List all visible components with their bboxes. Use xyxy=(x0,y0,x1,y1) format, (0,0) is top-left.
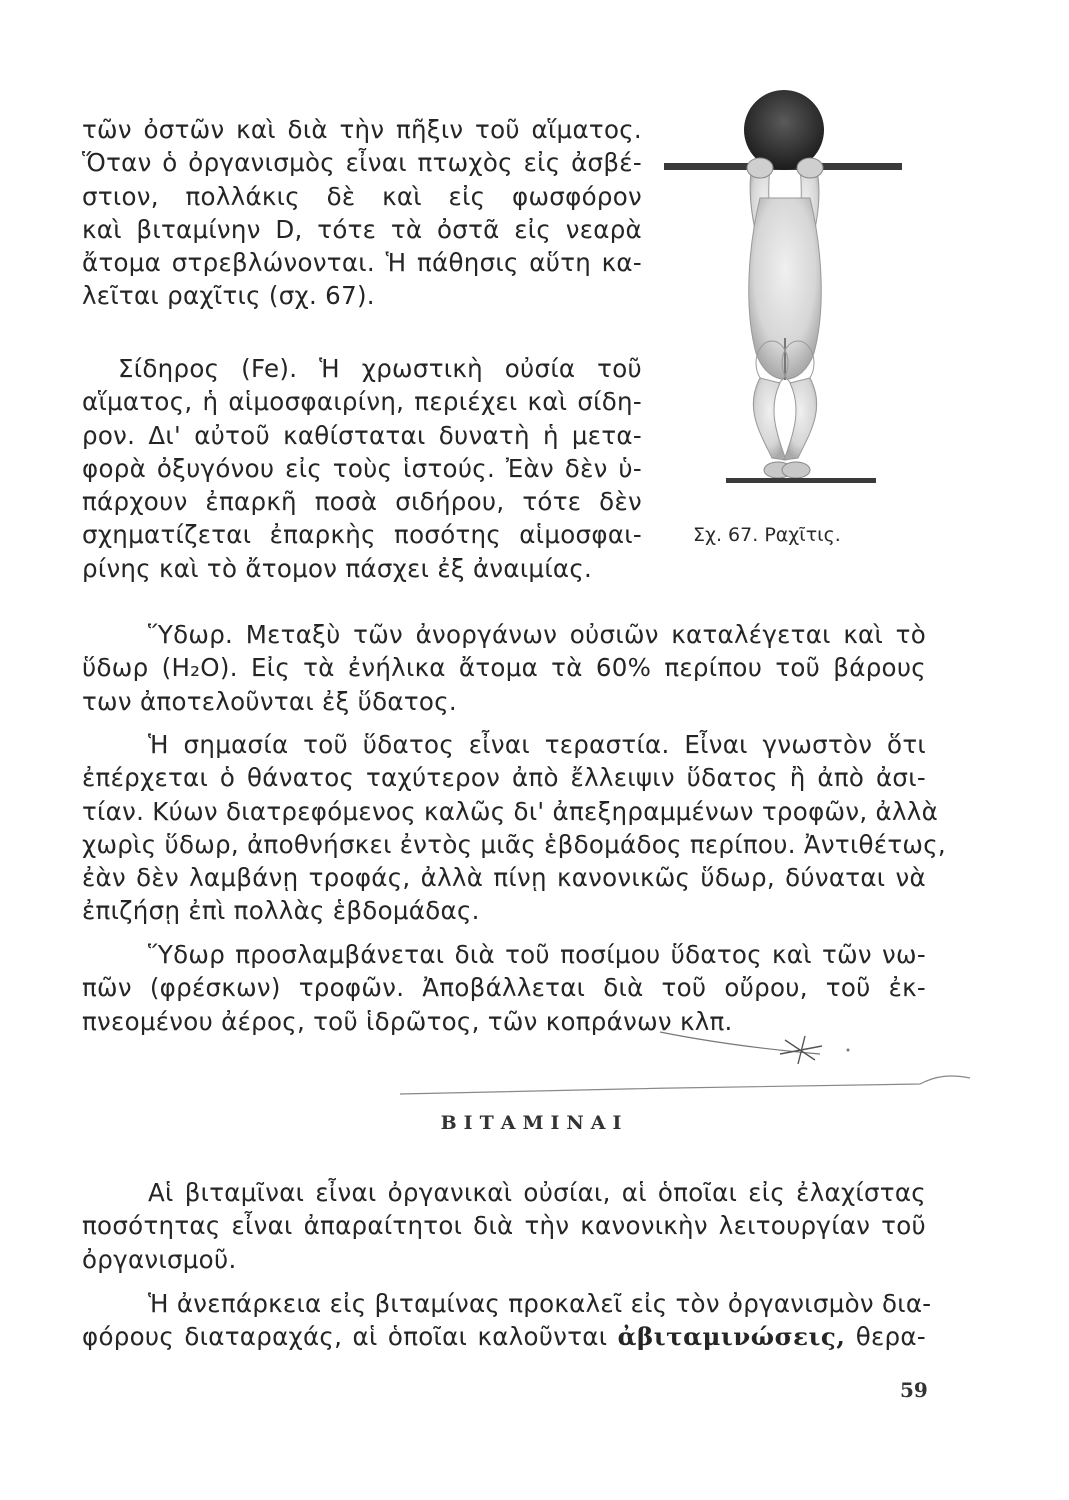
child-with-rickets-photo xyxy=(664,88,902,488)
text-line-mixed xyxy=(82,1320,926,1353)
text-line: τίαν. Κύων διατρεφόμενος καλῶς δι' ἀπεξηραμμένων τροφῶν, ἀλλὰ xyxy=(82,796,939,826)
text-line: Ὕδωρ. Μεταξὺ τῶν ἀνοργάνων οὐσιῶν καταλέγεται καὶ τὸ xyxy=(148,620,926,649)
text-line: ἐὰν δὲν λαμβάνῃ τροφάς, ἀλλὰ πίνῃ κανονικῶς ὕδωρ, δύναται νὰ xyxy=(82,863,926,893)
text-line: φορὰ ὀξυγόνου εἰς τοὺς ἱστούς. Ἐὰν δὲν ὑ- xyxy=(82,453,642,483)
text-line: χωρὶς ὕδωρ, ἀποθνήσκει ἐντὸς μιᾶς ἑβδομάδος περίπου. Ἀντιθέτως, xyxy=(82,829,947,859)
text-line: πάρχουν ἐπαρκῆ ποσὰ σιδήρου, τότε δὲν xyxy=(82,487,642,517)
text-line: στιον, πολλάκις δὲ καὶ εἰς φωσφόρον xyxy=(82,181,642,211)
paragraph-calcium-end xyxy=(82,113,642,313)
text-line: ἄτομα στρεβλώνονται. Ἡ πάθησις αὕτη κα- xyxy=(82,248,642,278)
text-line: ποσότητας εἶναι ἀπαραίτητοι διὰ τὴν κανονικὴν λειτουργίαν τοῦ xyxy=(82,1211,926,1241)
page-number: 59 xyxy=(900,1378,928,1402)
handwritten-mark xyxy=(360,1010,1020,1110)
figure-caption: Σχ. 67. Ραχῖτις. xyxy=(693,524,841,546)
section-heading: ΒΙΤΑΜΙΝΑΙ xyxy=(440,1112,629,1134)
text-line: Ἡ σημασία τοῦ ὕδατος εἶναι τεραστία. Εἶναι γνωστὸν ὅτι xyxy=(148,730,926,759)
text-line: Ὅταν ὁ ὀργανισμὸς εἶναι πτωχὸς εἰς ἀσβέ- xyxy=(82,148,642,178)
text-line: αἵματος, ἡ αἱμοσφαιρίνη, περιέχει καὶ σίδη- xyxy=(82,387,642,417)
text-line: Ὕδωρ προσλαμβάνεται διὰ τοῦ ποσίμου ὕδατος καὶ τῶν νω- xyxy=(148,940,926,969)
text-line: Σίδηρος (Fe). Ἡ χρωστικὴ οὐσία τοῦ xyxy=(118,354,642,383)
text-line: ὕδωρ (H₂O). Εἰς τὰ ἐνήλικα ἄτομα τὰ 60% περίπου τοῦ βάρους xyxy=(82,653,926,683)
paragraph-avitaminosis xyxy=(82,1287,932,1354)
text-line: ρίνης καὶ τὸ ἄτομον πάσχει ἐξ ἀναιμίας. xyxy=(82,553,593,583)
paragraph-water xyxy=(82,618,926,718)
text-line: λεῖται ραχῖτις (σχ. 67). xyxy=(82,281,375,311)
text-line: Αἱ βιταμῖναι εἶναι ὀργανικαὶ οὐσίαι, αἱ ὁποῖαι εἰς ἐλαχίστας xyxy=(148,1178,926,1207)
text-fragment: φόρους διαταραχάς, αἱ ὁποῖαι καλοῦνται xyxy=(82,1322,618,1352)
text-line: ἐπιζήσῃ ἐπὶ πολλὰς ἑβδομάδας. xyxy=(82,896,480,926)
bold-term: ἀβιταμινώσεις, xyxy=(617,1322,846,1352)
text-line: ρον. Δι' αὐτοῦ καθίσταται δυνατὴ ἡ μετα- xyxy=(82,420,642,450)
paragraph-iron xyxy=(82,352,642,585)
text-fragment: θερα- xyxy=(845,1322,926,1352)
text-line: πνεομένου ἀέρος, τοῦ ἱδρῶτος, τῶν κοπράνων κλπ. xyxy=(82,1006,733,1036)
paragraph-water-importance xyxy=(82,728,947,928)
text-line: τῶν ὀστῶν καὶ διὰ τὴν πῆξιν τοῦ αἵματος. xyxy=(82,115,642,144)
text-line: σχηματίζεται ἐπαρκὴς ποσότης αἱμοσφαι- xyxy=(82,520,642,550)
text-line: των ἀποτελοῦνται ἐξ ὕδατος. xyxy=(82,686,457,716)
text-line: πῶν (φρέσκων) τροφῶν. Ἀποβάλλεται διὰ τοῦ οὔρου, τοῦ ἐκ- xyxy=(82,973,926,1003)
paragraph-vitamins xyxy=(82,1176,926,1276)
text-line: ἐπέρχεται ὁ θάνατος ταχύτερον ἀπὸ ἔλλειψιν ὕδατος ἢ ἀπὸ ἀσι- xyxy=(82,763,926,793)
text-line: Ἡ ἀνεπάρκεια εἰς βιταμίνας προκαλεῖ εἰς τὸν ὀργανισμὸν δια- xyxy=(148,1289,932,1318)
text-line: καὶ βιταμίνην D, τότε τὰ ὀστᾶ εἰς νεαρὰ xyxy=(82,214,642,244)
text-line: ὀργανισμοῦ. xyxy=(82,1244,237,1274)
